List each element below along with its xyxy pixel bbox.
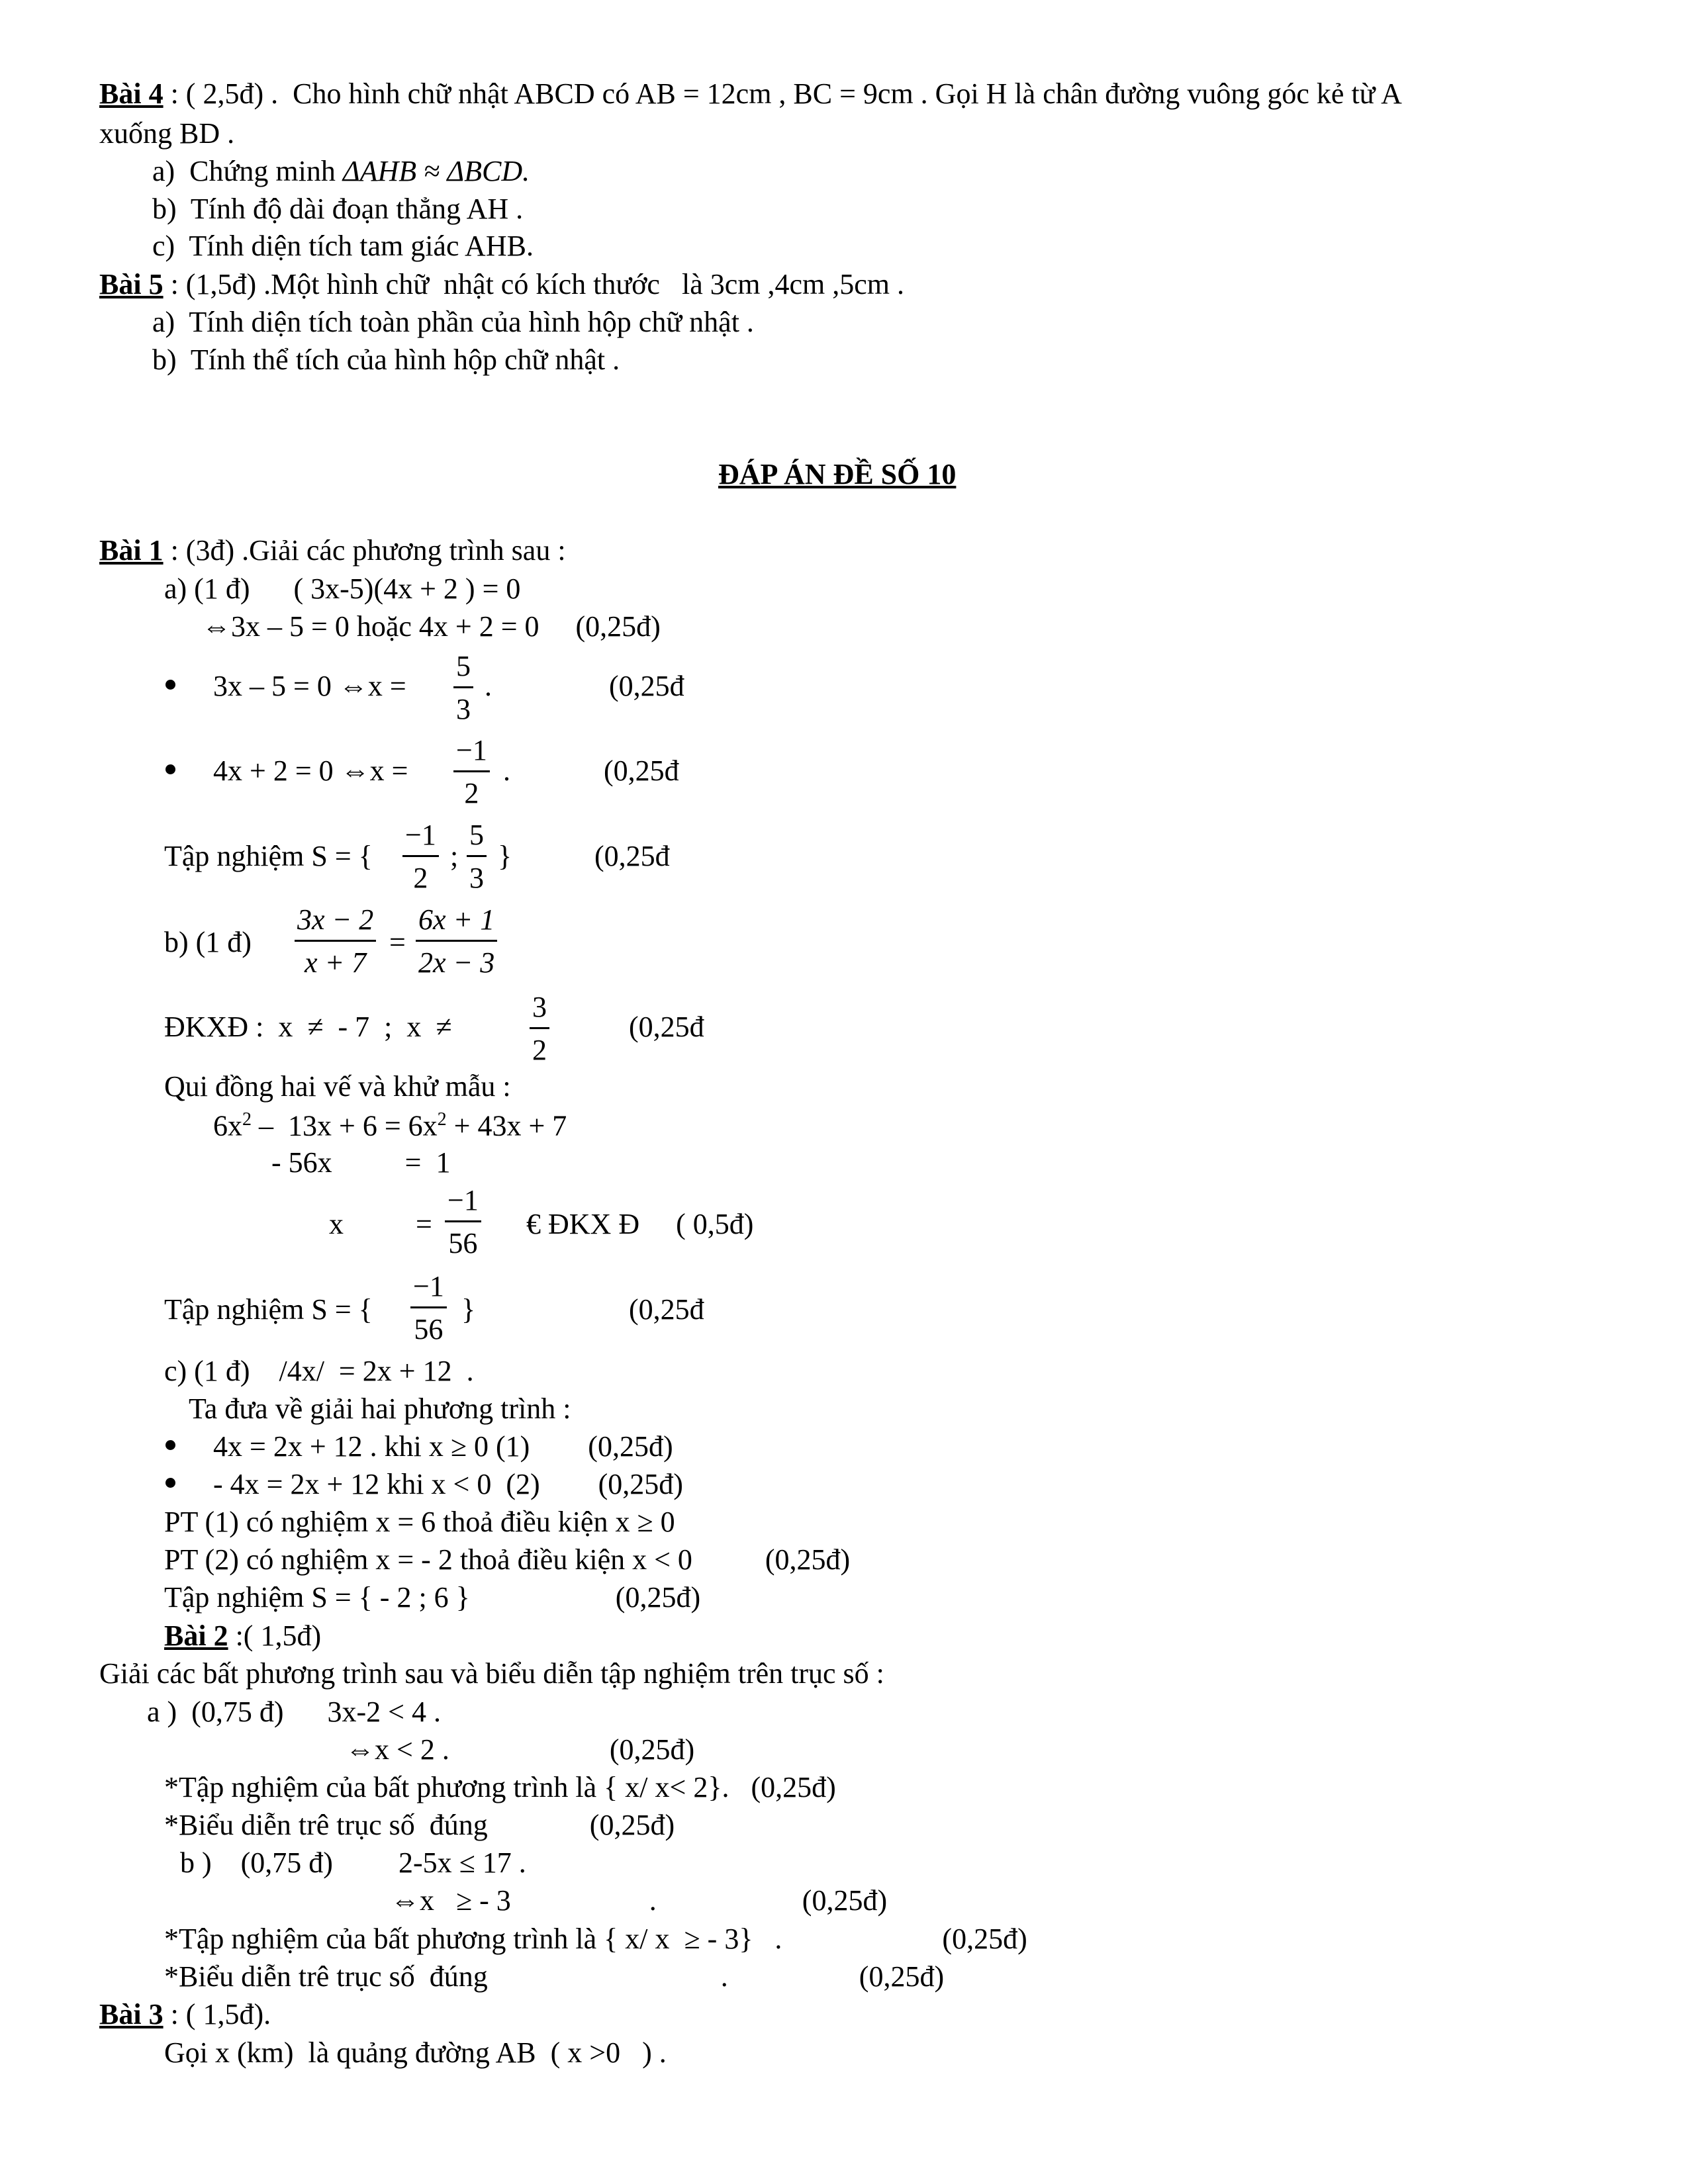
bai1-c-line3: - 4x = 2x + 12 khi x < 0 (2) (0,25đ) [213,1468,683,1500]
fraction-numerator: −1 [413,1270,444,1302]
bai4-item-a [152,157,530,186]
bai2-a-line2: *Tập nghiệm của bất phương trình là { x/ x< 2}. (0,25đ) [164,1771,836,1803]
bai2-a-head: a ) (0,75 đ) 3x-2 < 4 . [147,1696,441,1728]
bai4-text: : ( 2,5đ) . Cho hình chữ nhật ABCD có AB = 12cm , BC = 9cm . Gọi H là chân đường vuông góc kẻ từ A [163,77,1402,110]
fraction-numerator: 6x + 1 [418,903,495,936]
bai4-heading: Bài 4 [99,77,164,110]
bai2-intro: Giải các bất phương trình sau và biểu diễn tập nghiệm trên trục số : [99,1657,884,1690]
fraction-equation-left [295,905,376,978]
fraction-bar [467,855,487,857]
bai1-b-step1: Qui đồng hai vế và khử mẫu : [164,1070,511,1103]
term-middle: – 13x + 6 = 6x [252,1109,438,1142]
fraction-numerator: −1 [447,1184,479,1216]
bai1-c-line4: PT (1) có nghiệm x = 6 thoả điều kiện x ≥ 0 [164,1506,675,1538]
bai4-item-b: b) Tính độ dài đoạn thẳng AH . [152,193,524,225]
equals-sign: = [389,926,406,958]
fraction-bar [453,686,473,688]
bai4-text-cont: xuống BD . [99,117,235,150]
bai5-line [99,270,904,299]
fraction-numerator: 3 [532,991,547,1023]
fraction-numerator: −1 [405,819,436,851]
bai1-c-line5: PT (2) có nghiệm x = - 2 thoả điều kiện x < 0 (0,25đ) [164,1543,851,1576]
bai3-text: : ( 1,5đ). [163,1998,271,2030]
bai1-a-solution-points: (0,25đ [594,840,670,872]
fraction-denominator: 3 [456,693,471,725]
bai2-b-line2: *Tập nghiệm của bất phương trình là { x/ x ≥ - 3} . (0,25đ) [164,1923,1027,1955]
fraction-bar [295,940,376,942]
bai5-text: : (1,5đ) .Một hình chữ nhật có kích thước là 3cm ,4cm ,5cm . [163,268,904,300]
bai1-a-head: a) (1 đ) ( 3x-5)(4x + 2 ) = 0 [164,572,521,605]
separator: ; [450,840,459,872]
bai3-line [99,2000,271,2029]
bai1-b-condition: ĐKXĐ : x ≠ - 7 ; x ≠ [164,1011,452,1043]
bai5-item-b: b) Tính thể tích của hình hộp chữ nhật . [152,343,620,376]
bai1-a-line3: 4x + 2 = 0 ⇔x = [213,754,408,787]
brace-close: } [498,840,512,872]
bai1-text: : (3đ) .Giải các phương trình sau : [163,534,566,567]
bai2-a-line3: *Biểu diễn trê trục số đúng (0,25đ) [164,1809,675,1841]
bai1-b-condition-points: (0,25đ [629,1011,704,1043]
bullet-icon [165,764,175,774]
fraction-bar [410,1306,447,1308]
exponent: 2 [242,1109,252,1130]
fraction-denominator: x + 7 [305,946,367,979]
bai1-heading: Bài 1 [99,534,164,567]
fraction-5-3 [453,652,473,724]
bai1-a-line2-dot: . [485,670,492,702]
fraction-minus1-2 [453,736,490,808]
fraction-equation-right [416,905,497,978]
fraction-bar [402,855,439,857]
bai5-item-a: a) Tính diện tích toàn phần của hình hộp chữ nhật . [152,306,754,338]
bullet-icon [165,1478,175,1488]
bai1-a-line2-points: (0,25đ [609,670,684,702]
bullet-icon [165,1440,175,1450]
bullet-icon [165,680,175,690]
bai1-c-line6: Tập nghiệm S = { - 2 ; 6 } (0,25đ) [164,1581,701,1614]
bai4-item-a-math: ΔAHB ≈ ΔBCD. [342,155,530,187]
bai1-c-head: c) (1 đ) /4x/ = 2x + 12 . [164,1355,474,1387]
fraction-numerator: 3x − 2 [297,903,374,936]
bai1-b-solution-points: (0,25đ [629,1293,704,1326]
fraction-3-2 [530,993,549,1065]
fraction-minus1-56 [410,1272,447,1344]
bai2-b-line3: *Biểu diễn trê trục số đúng . (0,25đ) [164,1960,945,1993]
fraction-numerator: 5 [469,819,484,851]
fraction-denominator: 2 [532,1034,547,1066]
bai1-b-head: b) (1 đ) [164,926,252,958]
bai4-item-a-text: a) Chứng minh [152,155,343,187]
fraction-numerator: 5 [456,650,471,682]
bai3-heading: Bài 3 [99,1998,164,2030]
bai2-heading: Bài 2 [164,1619,228,1652]
fraction-numerator: −1 [456,734,487,766]
bai5-heading: Bài 5 [99,268,164,300]
bai2-b-head: b ) (0,75 đ) 2-5x ≤ 17 . [180,1846,526,1879]
fraction-bar [530,1027,549,1029]
bai1-b-step2 [213,1111,567,1141]
fraction-minus1-2 [402,821,439,893]
bai1-b-solution: Tập nghiệm S = { [164,1293,373,1326]
bai1-b-step4-x: x [329,1208,344,1240]
fraction-bar [453,770,490,772]
answer-title: ĐÁP ÁN ĐỀ SỐ 10 [718,458,957,490]
fraction-denominator: 56 [448,1227,478,1259]
fraction-denominator: 3 [469,862,484,894]
bai1-b-step4-tail: € ĐKX Đ ( 0,5đ) [526,1208,754,1240]
fraction-denominator: 2 [413,862,428,894]
bai1-a-line2: 3x – 5 = 0 ⇔x = [213,670,406,702]
fraction-bar [416,940,497,942]
fraction-bar [445,1220,481,1222]
bai1-b-step4-eq: = [416,1208,432,1240]
fraction-denominator: 2x − 3 [418,946,495,979]
fraction-denominator: 2 [464,777,479,809]
bai2-a-line1: ⇔x < 2 . (0,25đ) [346,1733,695,1766]
bai2-b-line1: ⇔x ≥ - 3 . (0,25đ) [391,1884,888,1917]
bai1-c-line2: 4x = 2x + 12 . khi x ≥ 0 (1) (0,25đ) [213,1430,673,1463]
bai1-line [99,536,566,565]
bai1-a-line1: ⇔3x – 5 = 0 hoặc 4x + 2 = 0 (0,25đ) [202,610,661,643]
bai1-c-line1: Ta đưa về giải hai phương trình : [189,1392,571,1425]
bai1-a-line3-dot: . [503,754,510,787]
bai1-a-solution: Tập nghiệm S = { [164,840,373,872]
bai1-a-line3-points: (0,25đ [604,754,679,787]
fraction-denominator: 56 [414,1313,444,1345]
bai2-text: :( 1,5đ) [228,1619,322,1652]
fraction-5-3 [467,821,487,893]
fraction-minus1-56 [445,1186,481,1258]
bai3-line1: Gọi x (km) là quảng đường AB ( x >0 ) . [164,2036,667,2069]
term-6x: 6x [213,1109,242,1142]
bai2-line [164,1621,321,1651]
bai1-b-step3: - 56x = 1 [271,1146,451,1179]
bai4-item-c: c) Tính diện tích tam giác AHB. [152,230,534,262]
exponent: 2 [437,1109,447,1130]
term-end: + 43x + 7 [446,1109,567,1142]
bai4-line [99,79,1402,109]
brace-close: } [461,1293,476,1326]
